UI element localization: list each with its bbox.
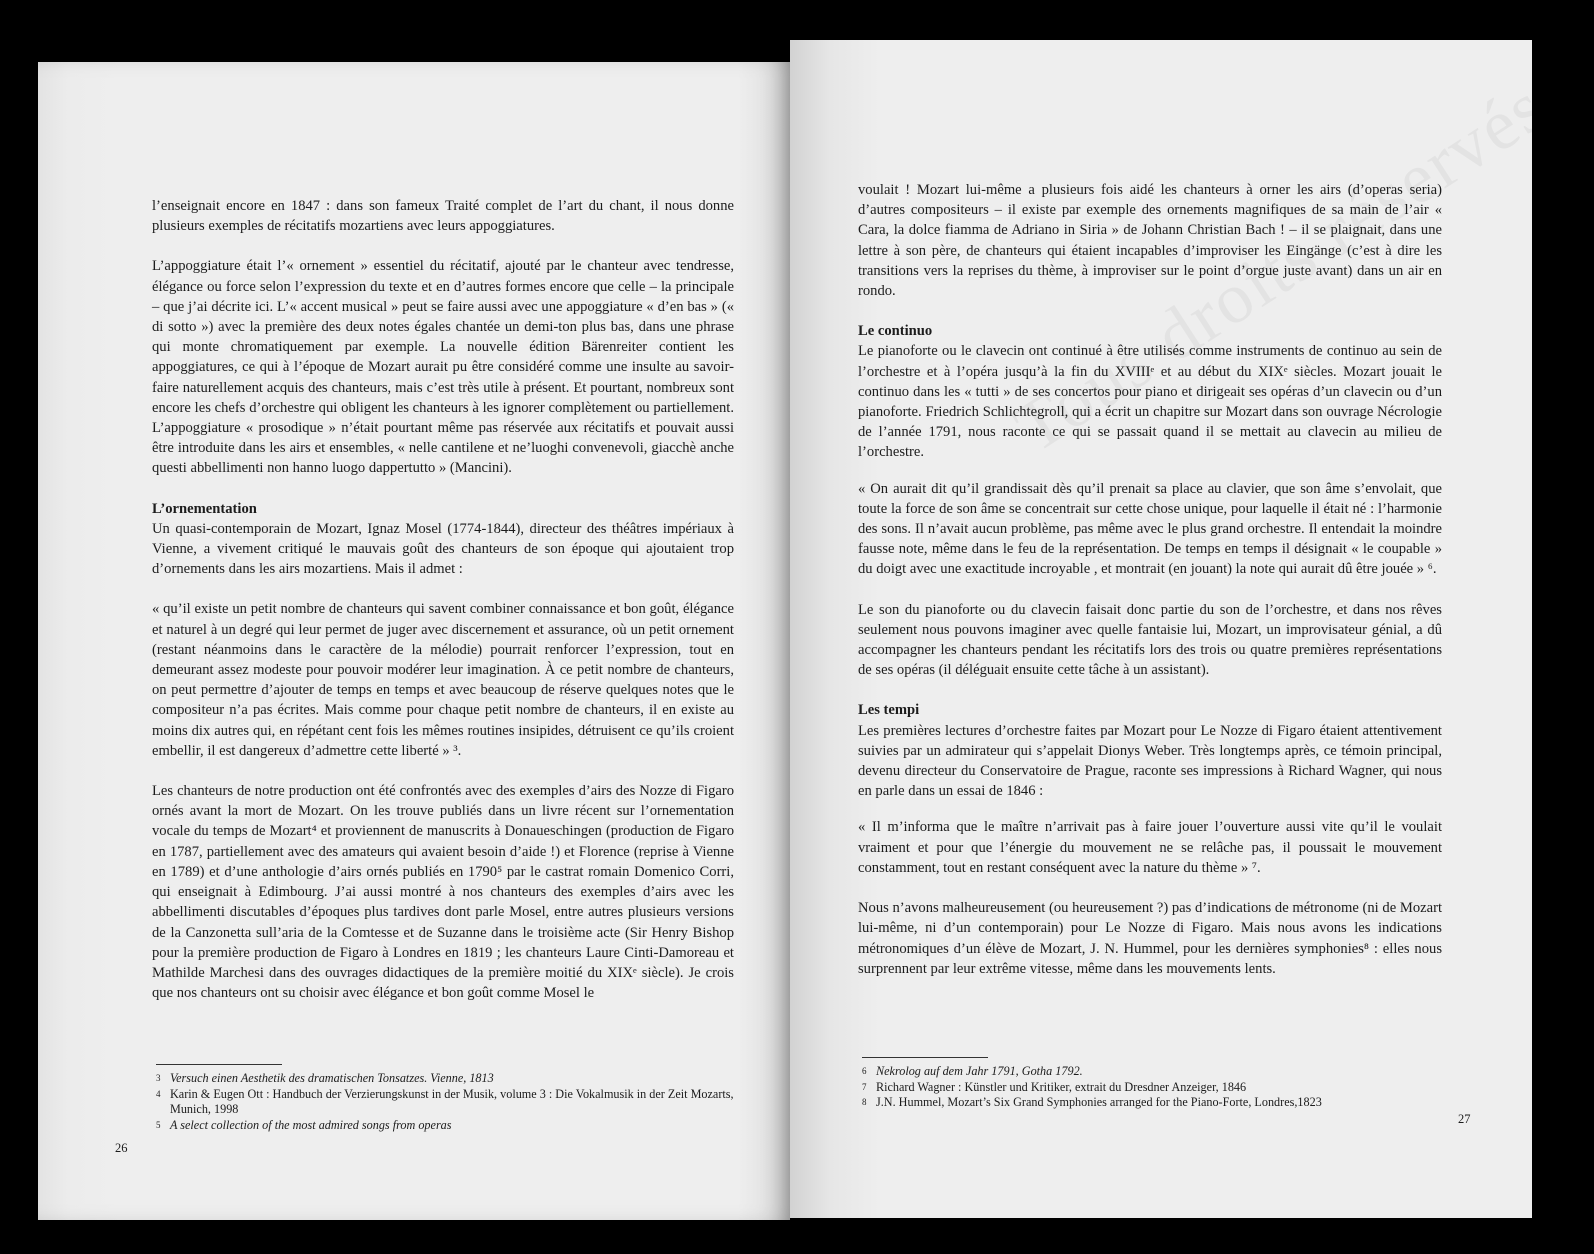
section-heading-ornementation: L’ornementation bbox=[152, 500, 257, 517]
block-quote: « On aurait dit qu’il grandissait dès qu’il prenait sa place au clavier, que son âme s’envolait, que toute la force de son âme se concentrait sur cette chose unique, pour laquelle il était né : l’harmonie des sons. Il n’avait aucun problème, pas même avec le plus grand orchestre. Il entendait la moindre fausse note, même dans le feu de la représentation. De temps en temps il désignait « le coupable » du doigt avec une exactitude incroyable , et montrait (en jouant) la note qui aurait dû être jouée » ⁶. bbox=[858, 480, 1442, 578]
paragraph: Nous n’avons malheureusement (ou heureusement ?) pas d’indications de métronome (ni de Mozart lui-même, ni d’un contemporain) pour Le Nozze di Figaro. Mais nous avons les indications métronomiques d’un élève de Mozart, J. N. Hummel, pour les dernières symphonies⁸ : elles nous surprennent par leur extrême vitesse, même dans les mouvements lents. bbox=[858, 900, 1442, 977]
left-text-column bbox=[152, 196, 734, 1003]
footnote: 6 Nekrolog auf dem Jahr 1791, Gotha 1792. bbox=[862, 1064, 1083, 1078]
section-heading-continuo: Le continuo bbox=[858, 323, 933, 340]
paragraph: Le pianoforte ou le clavecin ont continué à être utilisés comme instruments de continuo au sein de l’orchestre et à l’opéra jusqu’à la fin du XVIIIᵉ et au début du XIXᵉ siècles. Mozart jouait le continuo dans les « tutti » de ses concertos pour piano et dirigeait ses opéras d’un clavecin ou d’un pianoforte. Friedrich Schlichtegroll, qui a écrit un chapitre sur Mozart dans son ouvrage Nécrologie de l’année 1791, nous raconte ce qui se passait quand il se mettait au clavecin au milieu de l’orchestre. bbox=[858, 343, 1442, 461]
page-number: 27 bbox=[1458, 1112, 1471, 1126]
paragraph: Le son du pianoforte ou du clavecin faisait donc partie du son de l’orchestre, et dans nos rêves seulement nous pouvons imaginer avec quelle fantaisie lui, Mozart, un improvisateur génial, a dû accompagner les chanteurs pendant les récitatifs lors des trois ou quatre premières représentations de ses opéras (il déléguait ensuite cette tâche à un assistant). bbox=[858, 601, 1442, 679]
paragraph: Un quasi-contemporain de Mozart, Ignaz Mosel (1774-1844), directeur des théâtres impériaux à Vienne, a vivement critiqué le mauvais goût des chanteurs de son époque qui ajoutaient trop d’ornements dans les airs mozartiens. Mais il admet : bbox=[152, 520, 734, 578]
block-quote: « qu’il existe un petit nombre de chanteurs qui savent combiner connaissance et bon goût, élégance et naturel à un degré qui leur permet de juger avec discernement et assurance, où un petit ornement (restant néanmoins dans le caractère de la mélodie) pourrait renforcer l’expression, tout en demeurant assez modeste pour pouvoir modérer leur imagination. À ce petit nombre de chanteurs, on peut permettre d’ajouter de temps en temps et avec beaucoup de réserve quelques notes que le compositeur n’a pas écrites. Mais comme pour chaque petit nombre de chanteurs, il en existe au moins dix autres qui, en répétant cent fois les mêmes routines insipides, détruisent ce qu’ils croient embellir, il est dangereux d’admettre cette liberté » ³. bbox=[152, 601, 734, 759]
right-text-column bbox=[858, 180, 1442, 979]
paragraph: Les chanteurs de notre production ont été confrontés avec des exemples d’airs des Nozze di Figaro ornés avant la mort de Mozart. On les trouve publiés dans un livre récent sur l’ornementation vocale du temps de Mozart⁴ et proviennent de manuscrits à Donaueschingen (production de Figaro en 1787, partiellement avec des amateurs qui avaient besoin d’aide !) et Florence (reprise à Vienne en 1789) et d’une anthologie d’airs ornés publiés en 1790⁵ par le castrat romain Domenico Corri, qui enseignait à Edimbourg. J’ai aussi montré à nos chanteurs des exemples d’airs avec les abbellimenti discutables d’époques plus tardives dont parle Mosel, entre autres plusieurs versions de la Canzonetta sull’aria de la Comtesse et de Suzanne dans le troisième acte (Sir Henry Bishop pour la première production de Figaro à Londres en 1819 ; les chanteurs Laure Cinti-Damoreau et Mathilde Marchesi dans des ouvrages didactiques de la première moitié du XIXᵉ siècle). Je crois que nos chanteurs ont su choisir avec élégance et bon goût comme Mosel le bbox=[152, 783, 734, 1002]
section-heading-tempi: Les tempi bbox=[858, 702, 920, 719]
right-page bbox=[790, 40, 1532, 1218]
footnote: 3 Versuch einen Aesthetik des dramatischen Tonsatzes. Vienne, 1813 bbox=[156, 1071, 494, 1085]
footnote-rule bbox=[862, 1057, 988, 1058]
left-page bbox=[38, 62, 790, 1220]
paragraph: Les premières lectures d’orchestre faites par Mozart pour Le Nozze di Figaro étaient attentivement suivies par un admirateur qui s’appelait Dionys Weber. Très longtemps après, ce témoin principal, devenu directeur du Conservatoire de Prague, raconte ses impressions à Richard Wagner, qui nous en parle dans un essai de 1846 : bbox=[858, 722, 1442, 800]
footnote-rule bbox=[156, 1064, 282, 1065]
right-footnotes bbox=[862, 1057, 1442, 1111]
paragraph: l’enseignait encore en 1847 : dans son fameux Traité complet de l’art du chant, il nous donne plusieurs exemples de récitatifs mozartiens avec leurs appoggiatures. bbox=[152, 198, 734, 235]
page-number: 26 bbox=[115, 1141, 128, 1155]
paragraph: voulait ! Mozart lui-même a plusieurs fois aidé les chanteurs à orner les airs (d’operas seria) d’autres compositeurs – il existe par exemple des ornements magnifiques de sa main de l’air « Cara, la dolce fiamma de Adriano in Siria » de Johann Christian Bach ! – il se plaignait, dans une lettre à son père, de chanteurs qui étaient incapables d’improviser les Eingänge (c’est à dire les transitions vers la reprises du thème, à improviser sur le point d’orgue juste avant) dans un air en rondo. bbox=[858, 182, 1442, 300]
paragraph: L’appoggiature était l’« ornement » essentiel du récitatif, ajouté par le chanteur avec tendresse, élégance ou force selon l’expression du texte et en d’autres formes encore que celle – la principale – que j’ai décrite ici. L’« accent musical » peut se faire aussi avec une appoggiature « d’en bas » (« di sotto ») avec la première des deux notes égales chantée un demi-ton plus bas, dans une phrase qui monte chromatiquement par exemple. La nouvelle édition Bärenreiter contient les appoggiatures, ce qui à l’époque de Mozart aurait pu être considéré comme une insulte au savoir-faire naturellement acquis des chanteurs, mais c’est très utile à présent. Et pourtant, nombreux sont encore les chefs d’orchestre qui obligent les chanteurs à les ignorer complètement ou partiellement. L’appoggiature « prosodique » n’était pourtant même pas réservée aux récitatifs et pouvait aussi être introduite dans les airs et ensembles, « nelle cantilene et ne’luoghi convenevoli, giacchè anche questi abbellimenti non hanno luogo dappertutto » (Mancini). bbox=[152, 258, 734, 477]
footnote: 4 Karin & Eugen Ott : Handbuch der Verzierungskunst in der Musik, volume 3 : Die Vokalmusik in der Zeit Mozarts, Munich, 1998 bbox=[156, 1086, 734, 1116]
footnote: 7 Richard Wagner : Künstler und Kritiker, extrait du Dresdner Anzeiger, 1846 bbox=[862, 1079, 1247, 1094]
footnote: 5 A select collection of the most admired songs from operas bbox=[156, 1117, 452, 1132]
block-quote: « Il m’informa que le maître n’arrivait pas à faire jouer l’ouverture aussi vite qu’il le voulait vraiment et pour que l’énergie du mouvement ne se relâche pas, il poussait le mouvement constamment, tout en restant conséquent avec la nature du thème » ⁷. bbox=[858, 819, 1442, 876]
left-footnotes bbox=[156, 1064, 736, 1133]
footnote: 8 J.N. Hummel, Mozart’s Six Grand Symphonies arranged for the Piano-Forte, Londres,1823 bbox=[862, 1095, 1322, 1109]
